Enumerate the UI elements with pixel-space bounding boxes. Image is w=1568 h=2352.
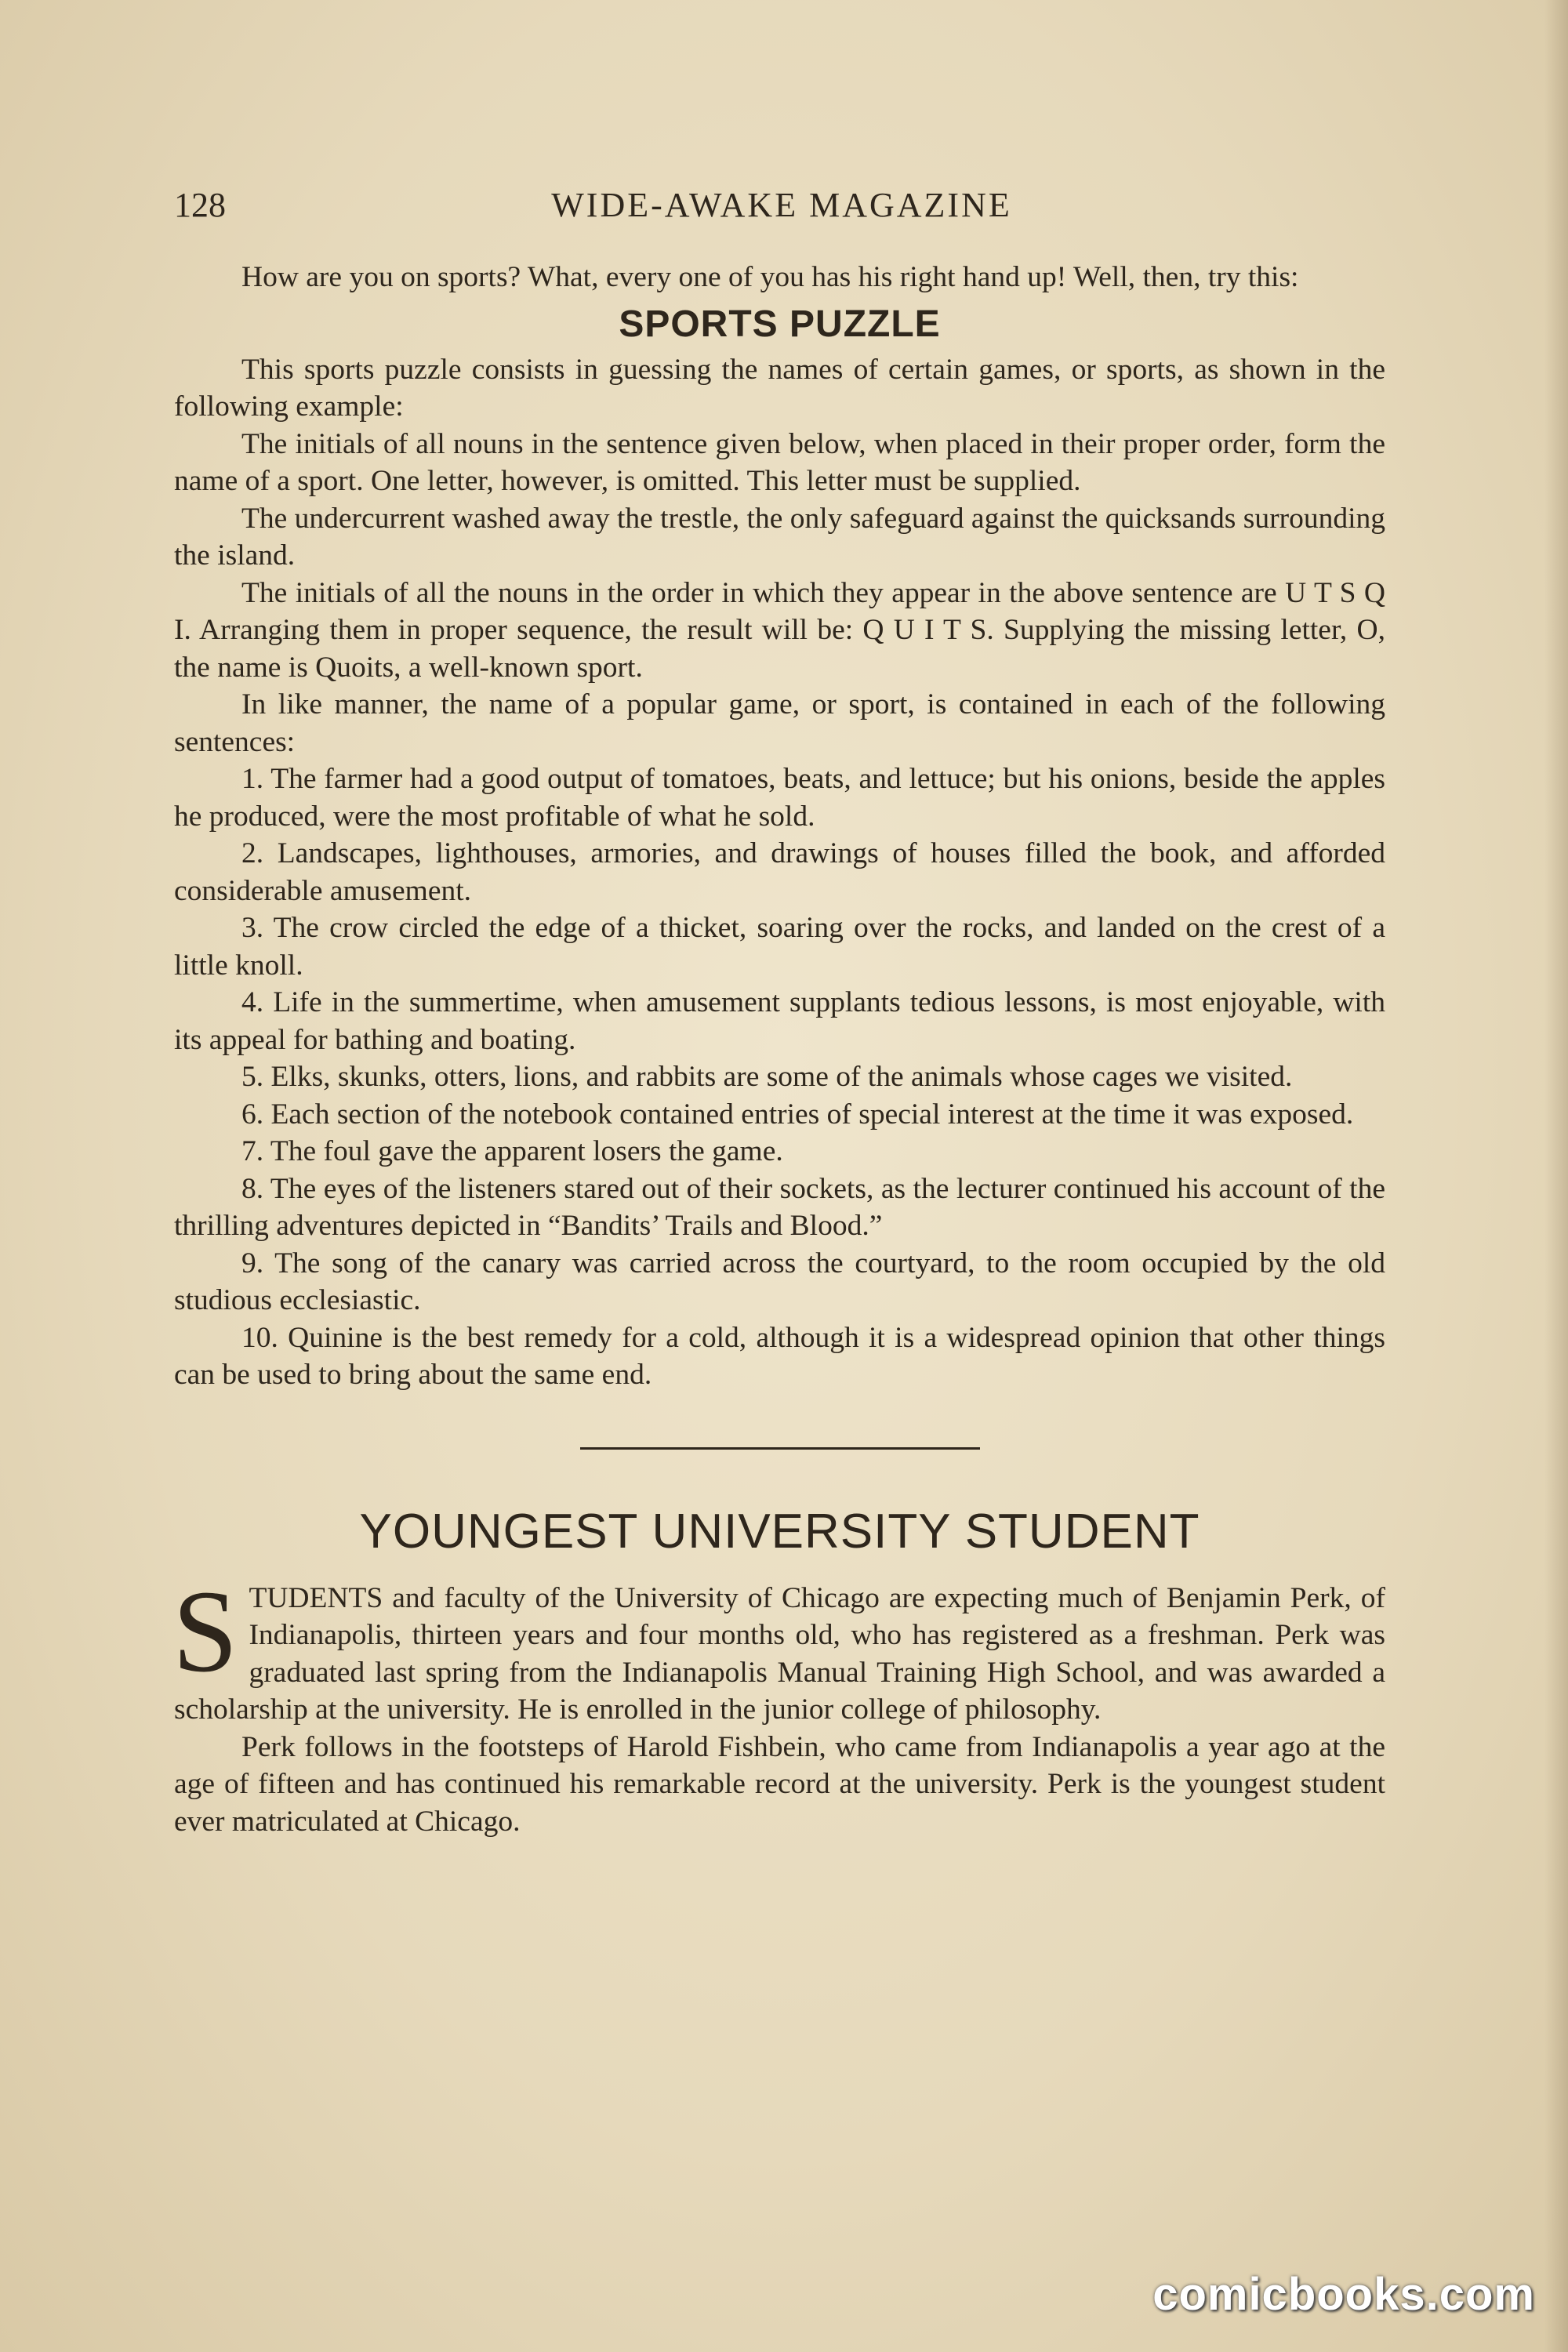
article-title: YOUNGEST UNIVERSITY STUDENT <box>359 1504 1200 1559</box>
intro-paragraph: How are you on sports? What, every one of you has his right hand up! Well, then, try this: <box>241 261 1299 293</box>
puzzle-item: 6. Each section of the notebook contained entries of special interest at the time it was exposed. <box>241 1098 1354 1131</box>
puzzle-item: 2. Landscapes, lighthouses, armories, and drawings of houses filled the book, and afforded considerable amusement. <box>174 837 1385 907</box>
puzzle-title: SPORTS PUZZLE <box>619 303 941 345</box>
drop-cap: S <box>172 1566 238 1697</box>
puzzle-item: 10. Quinine is the best remedy for a cold, although it is a widespread opinion that other things can be used to bring about the same end. <box>174 1321 1385 1391</box>
puzzle-item: 5. Elks, skunks, otters, lions, and rabbits are some of the animals whose cages we visited. <box>241 1061 1293 1093</box>
section-divider <box>580 1447 980 1450</box>
article-paragraph-text: TUDENTS and faculty of the University of Chicago are expecting much of Benjamin Perk, of Indianapolis, thirteen years and four months old, who has registered as a freshman. Perk was graduated last spring from the Indianapolis Manual Training High School, and was awarded a scholarship at the university. He is enrolled in the junior college of philosophy. <box>174 1581 1385 1726</box>
page-content <box>174 259 1385 1840</box>
puzzle-item: 9. The song of the canary was carried across the courtyard, to the room occupied by the old studious ecclesiastic. <box>174 1247 1385 1316</box>
page-number: 128 <box>174 186 226 224</box>
puzzle-item: 8. The eyes of the listeners stared out of their sockets, as the lecturer continued his account of the thrilling adventures depicted in “Bandits’ Trails and Blood.” <box>174 1172 1385 1242</box>
puzzle-example-sentence: The undercurrent washed away the trestle, the only safeguard against the quicksands surrounding the island. <box>174 502 1385 572</box>
puzzle-item: 4. Life in the summertime, when amusement supplants tedious lessons, is most enjoyable, with its appeal for bathing and boating. <box>174 986 1385 1056</box>
running-head: WIDE-AWAKE MAGAZINE <box>551 186 1012 224</box>
article-paragraph: Perk follows in the footsteps of Harold Fishbein, who came from Indianapolis a year ago at the age of fifteen and has continued his remarkable record at the university. Perk is the youngest student ever matriculated at Chicago. <box>174 1730 1385 1838</box>
puzzle-paragraph: The initials of all nouns in the sentence given below, when placed in their proper order, form the name of a sport. One letter, however, is omitted. This letter must be supplied. <box>174 427 1385 497</box>
puzzle-paragraph: The initials of all the nouns in the order in which they appear in the above sentence are U T S Q I. Arranging them in proper sequence, the result will be: Q U I T S. Supplying the missing letter, O, the name is Quoits, a well-known sport. <box>174 576 1385 684</box>
page-edge-shadow <box>1544 0 1568 2352</box>
puzzle-item: 3. The crow circled the edge of a thicket, soaring over the rocks, and landed on the crest of a little knoll. <box>174 912 1385 982</box>
puzzle-paragraph: This sports puzzle consists in guessing the names of certain games, or sports, as shown in the following example: <box>174 353 1385 423</box>
puzzle-paragraph: In like manner, the name of a popular game, or sport, is contained in each of the following sentences: <box>174 688 1385 758</box>
puzzle-item: 1. The farmer had a good output of tomatoes, beats, and lettuce; but his onions, beside the apples he produced, were the most profitable of what he sold. <box>174 763 1385 833</box>
article-paragraph <box>172 1566 1385 1729</box>
page-header <box>174 185 1389 232</box>
watermark-logo: comicbooks.com <box>1152 2269 1535 2320</box>
puzzle-item: 7. The foul gave the apparent losers the game. <box>241 1135 783 1167</box>
